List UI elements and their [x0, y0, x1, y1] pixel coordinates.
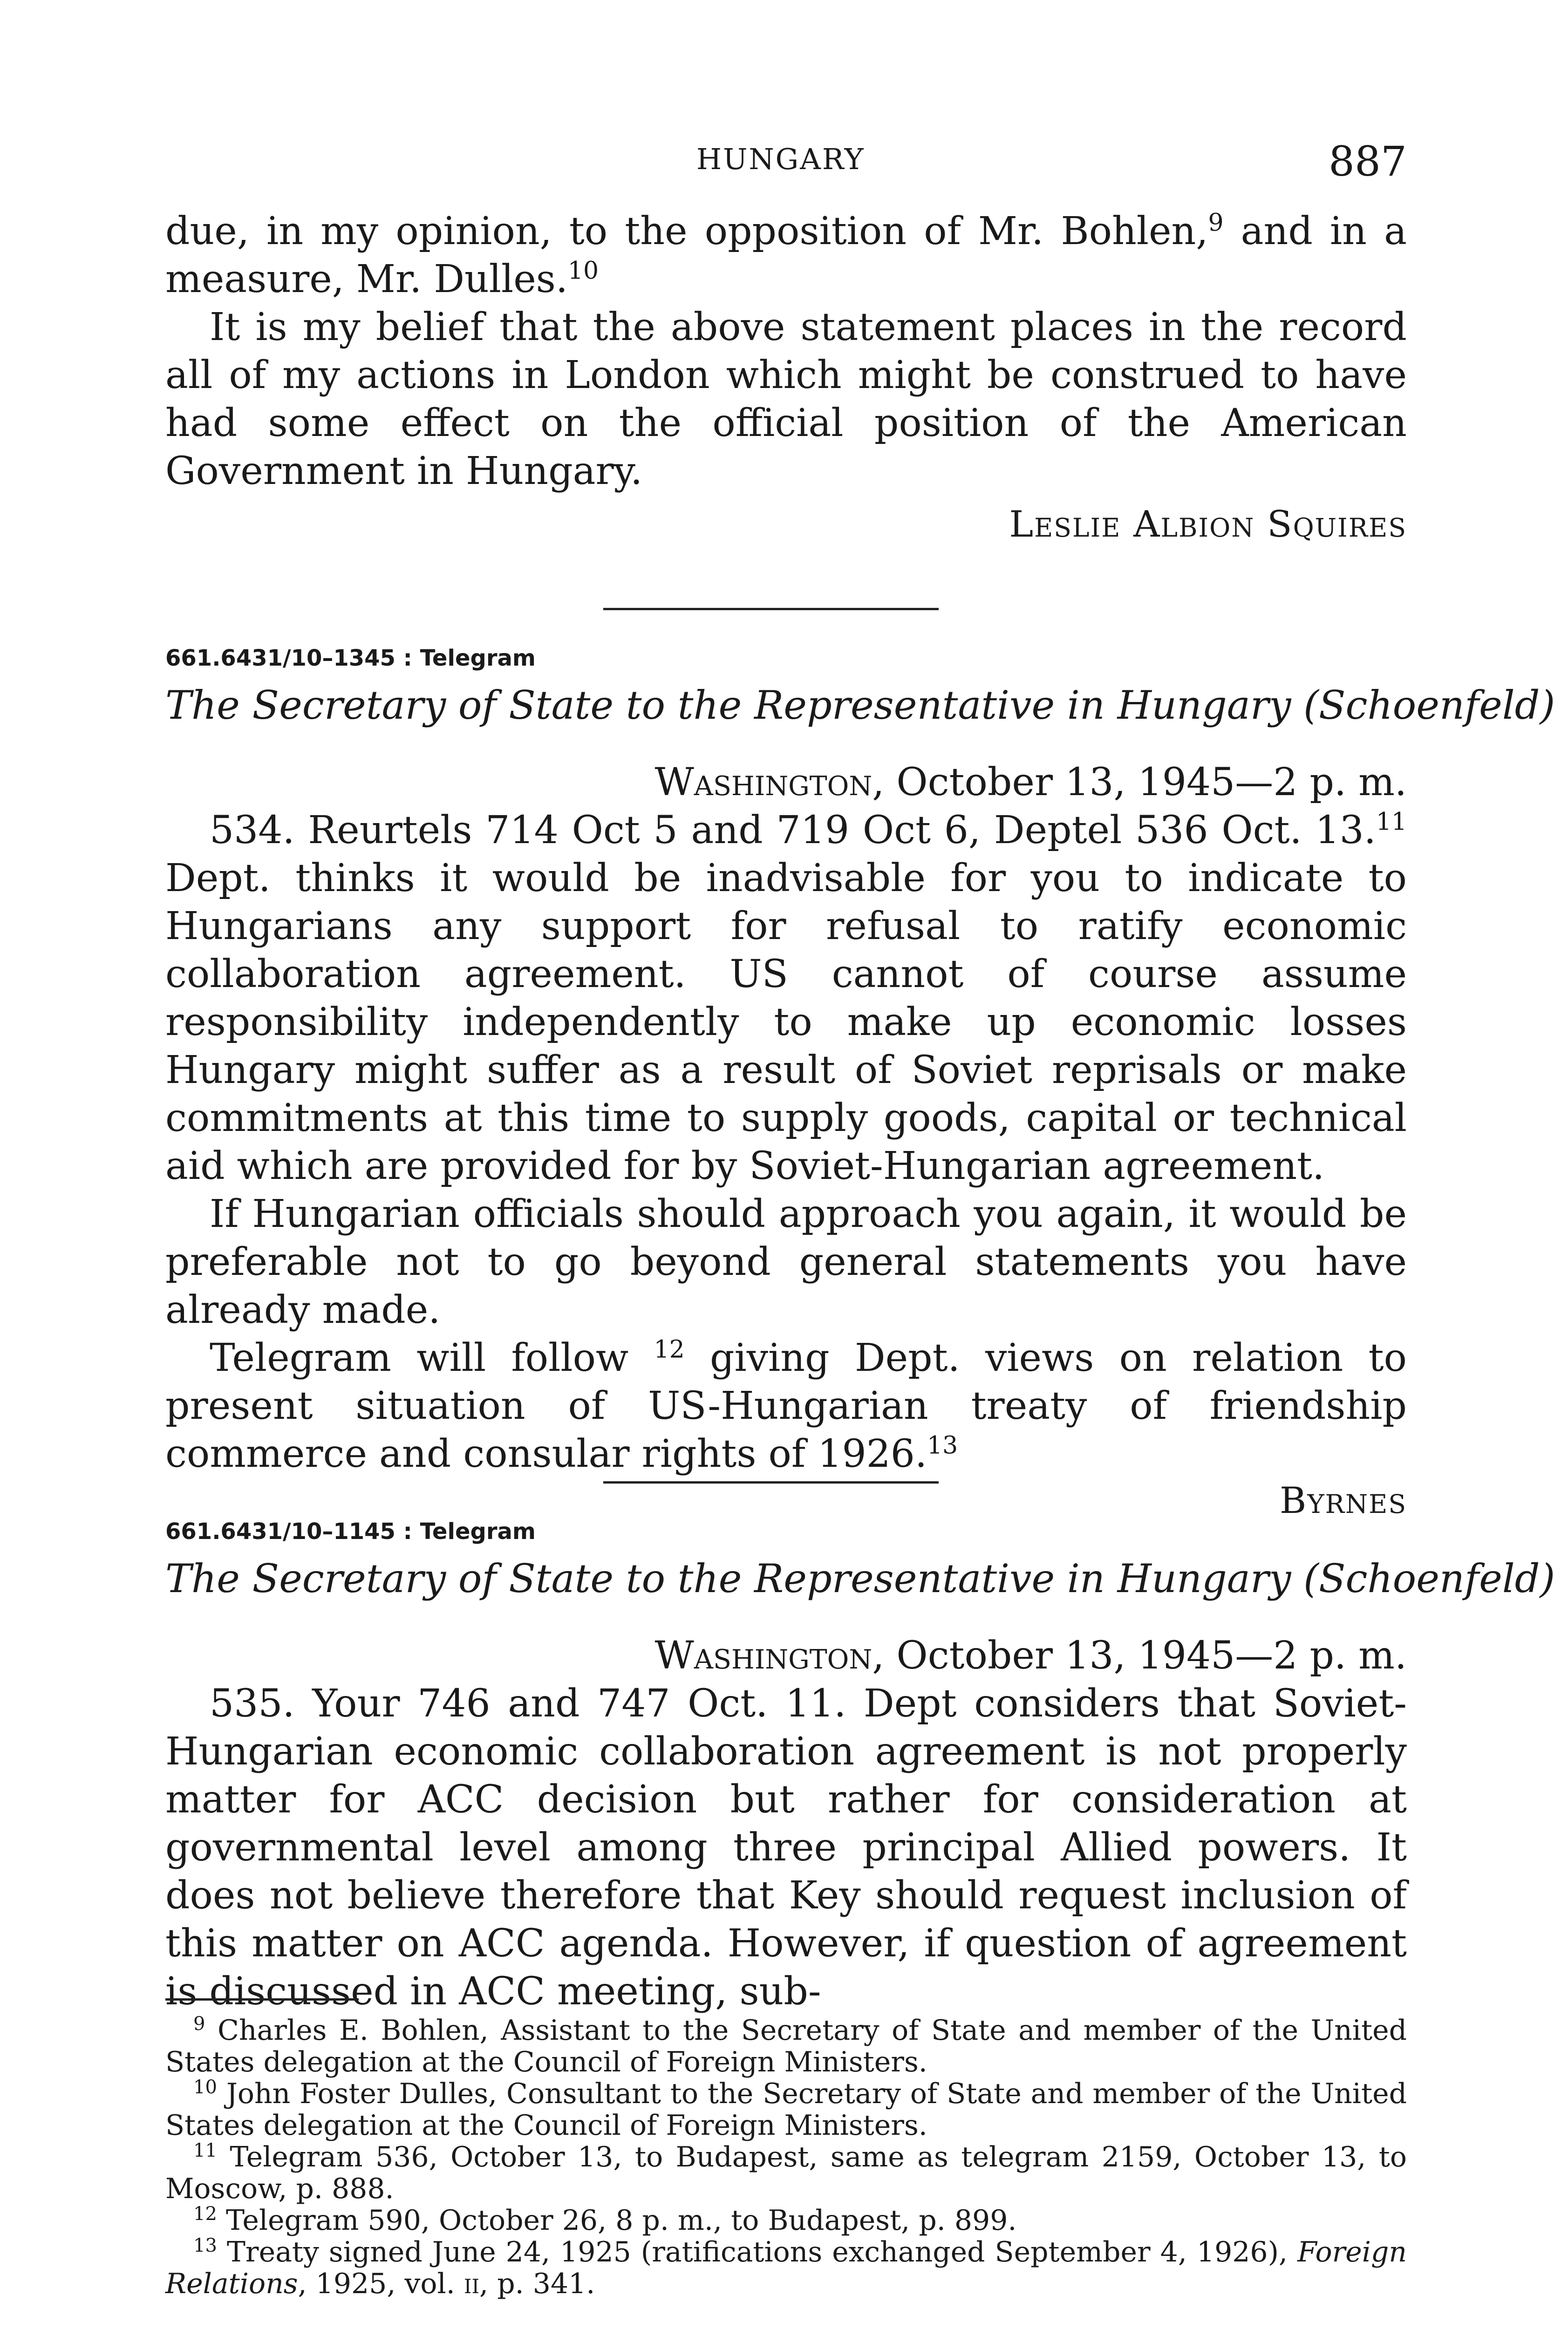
footnotes — [165, 2015, 1407, 2300]
signature-byrnes: Byrnes — [1280, 1480, 1407, 1522]
telegram-paragraph-1: 535. Your 746 and 747 Oct. 11. Dept considers that Soviet-Hungarian economic collaboration agreement is not properly matter for ACC decision but rather for consideration at governmental level among three principal Allied powers. It does not believe therefore that Key should request inclusion of this matter on ACC agenda. However, if question of agreement is discussed in ACC meeting, sub- — [165, 1682, 1407, 2014]
section-divider — [603, 1481, 939, 1484]
footnote-ref: 13 — [927, 1431, 958, 1460]
footnote-ref: 9 — [1208, 209, 1224, 237]
continuation-paragraph-1: due, in my opinion, to the opposition of Mr. Bohlen,$^9$ and in a measure, Mr. Dulles.$^{10}$ — [165, 209, 1407, 301]
telegram-535 — [165, 1519, 1555, 2016]
continuation-section — [165, 207, 1407, 545]
continuation-paragraph-2: It is my belief that the above statement places in the record all of my actions in London which might be construed to have had some effect on the official position of the American Government in Hungary. — [165, 305, 1407, 493]
dateline: Washington, October 13, 1945—2 p. m. — [654, 1634, 1407, 1678]
telegram-paragraph-1: 534. Reurtels 714 Oct 5 and 719 Oct 6, Deptel 536 Oct. 13.11 Dept. thinks it would be inadvisable for you to indicate to Hungarians any support for refusal to ratify economic collaboration agreement. US cannot of course assume responsibility independently to make up economic losses Hungary might suffer as a result of Soviet reprisals or make commitments at this time to supply goods, capital or technical aid which are provided for by Soviet-Hungarian agreement. — [165, 808, 1407, 1188]
file-id: 661.6431/10–1145 : Telegram — [165, 1519, 536, 1545]
signature-squires: Leslie Albion Squires — [1009, 504, 1407, 545]
footnote-ref: 12 — [654, 1335, 685, 1364]
footnote-9: $^9$ Charles E. Bohlen, Assistant to the Secretary of State and member of the United States delegation at the Council of Foreign Ministers. — [165, 2013, 1407, 2078]
footnote-12: $^{12}$ Telegram 590, October 26, 8 p. m., to Budapest, p. 899. — [193, 2203, 1017, 2237]
footnote-10: $^{10}$ John Foster Dulles, Consultant to the Secretary of State and member of the United States delegation at the Council of Foreign Ministers. — [165, 2077, 1407, 2142]
footnote-ref: 11 — [1376, 808, 1407, 836]
section-divider — [603, 608, 939, 610]
telegram-paragraph-2: If Hungarian officials should approach you again, it would be preferable not to go beyond general statements you have already made. — [165, 1192, 1407, 1332]
document-title: The Secretary of State to the Representative in Hungary (Schoenfeld) — [165, 682, 1555, 728]
running-title: HUNGARY — [696, 142, 865, 176]
page-number: 887 — [1329, 137, 1407, 185]
footnote-13: $^{13}$ Treaty signed June 24, 1925 (ratifications exchanged September 4, 1926), Foreign Relations, 1925, vol. ii, p. 341. — [165, 2235, 1407, 2300]
telegram-534 — [165, 645, 1555, 1522]
telegram-paragraph-3: Telegram will follow $^{12}$ giving Dept. views on relation to present situation of US-Hungarian treaty of friendship commerce and consular rights of 1926.13 — [165, 1335, 1407, 1476]
footnote-11: $^{11}$ Telegram 536, October 13, to Budapest, same as telegram 2159, October 13, to Moscow, p. 888. — [165, 2140, 1407, 2205]
document-title: The Secretary of State to the Representative in Hungary (Schoenfeld) — [165, 1556, 1555, 1601]
footnote-rule — [165, 1998, 359, 2001]
footnote-ref: 10 — [567, 257, 599, 285]
running-header — [165, 137, 1407, 189]
file-id: 661.6431/10–1345 : Telegram — [165, 645, 536, 671]
dateline: Washington, October 13, 1945—2 p. m. — [654, 760, 1407, 804]
